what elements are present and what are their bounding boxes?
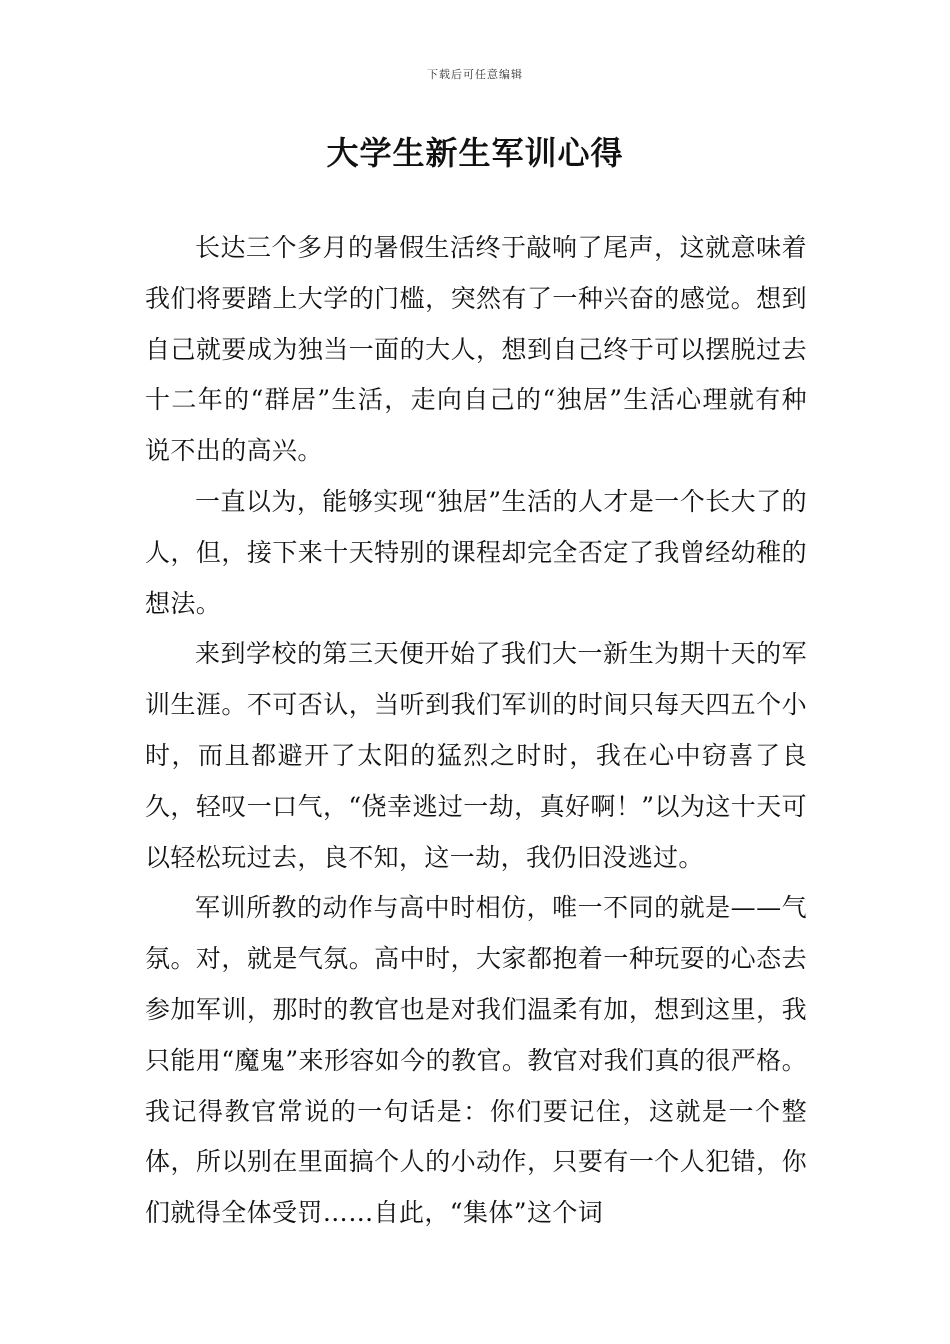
paragraph-2: 一直以为，能够实现“独居”生活的人才是一个长大了的人，但，接下来十天特别的课程却完全否定了我曾经幼稚的想法。 xyxy=(145,486,807,618)
header-note: 下载后可任意编辑 xyxy=(427,68,523,81)
document-title: 大学生新生军训心得 xyxy=(326,134,624,172)
document-body xyxy=(145,223,807,1239)
paragraph-1: 长达三个多月的暑假生活终于敲响了尾声，这就意味着我们将要踏上大学的门槛，突然有了一种兴奋的感觉。想到自己就要成为独当一面的大人，想到自己终于可以摆脱过去十二年的“群居”生活，走向自己的“独居”生活心理就有种说不出的高兴。 xyxy=(145,233,807,466)
paragraph-4: 军训所教的动作与高中时相仿，唯一不同的就是——气氛。对，就是气氛。高中时，大家都抱着一种玩耍的心态去参加军训，那时的教官也是对我们温柔有加，想到这里，我只能用“魔鬼”来形容如今的教官。教官对我们真的很严格。我记得教官常说的一句话是：你们要记住，这就是一个整体，所以别在里面搞个人的小动作，只要有一个人犯错，你们就得全体受罚……自此，“集体”这个词 xyxy=(145,893,807,1228)
paragraph-3: 来到学校的第三天便开始了我们大一新生为期十天的军训生涯。不可否认，当听到我们军训的时间只每天四五个小时，而且都避开了太阳的猛烈之时时，我在心中窃喜了良久，轻叹一口气，“侥幸逃过一劫，真好啊！”以为这十天可以轻松玩过去，良不知，这一劫，我仍旧没逃过。 xyxy=(145,639,807,872)
